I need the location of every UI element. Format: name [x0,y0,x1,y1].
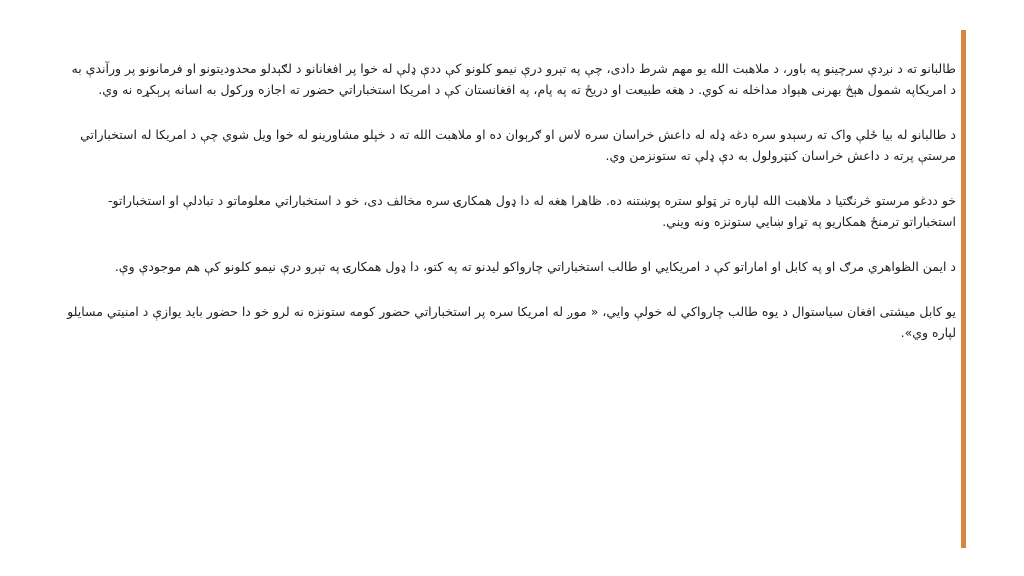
paragraph-1: طالبانو ته د نږدې سرچینو په باور، د ملاهبت الله یو مهم شرط دادی، چې په تېرو درې نیمو کلونو کې ددې ډلې له خوا پر افغانانو د لګېدلو محدودیتونو او فرمانونو پر ورآندې به د امریکاپه شمول هېڅ بهرنی هېواد مداخله نه کوي. د هغه طبیعت او دریځ ته په پام، په افغانستان کې د امریکا استخباراتي حضور ته اجازه ورکول به اسانه پرېکړه نه وي. [71,61,956,97]
paragraph-4: د ایمن الظواهري مرګ او په کابل او اماراتو کې د امریکایي او طالب استخباراتي چارواکو لیدنو ته په کتو، دا ډول همکارۍ په تېرو درې نیمو کلونو کې هم موجودې وې. [114,259,956,274]
paragraph-2: د طالبانو له بیا ځلې واک ته رسېدو سره دغه ډله له داعش خراسان سره لاس او ګرېوان ده او ملاهبت الله ته د خپلو مشاورینو له خوا ویل شوي چې د امریکا له استخباراتي مرستې پرته د داعش خراسان کنټرولول به دې ډلې ته ستونزمن وي. [80,127,956,163]
article-text [64,58,956,343]
paragraph-3: خو ددغو مرستو څرنګتیا د ملاهبت الله لپاره تر ټولو ستره پوښتنه ده. ظاهرا هغه له دا ډول همکارۍ سره مخالف دی، خو د استخباراتي معلوماتو د تبادلې او استخباراتو-استخباراتو ترمنځ همکاریو په تړاو ښایي ستونزه ونه ویني. [108,193,956,229]
paragraph-5: یو کابل میشتی افغان سیاستوال د یوه طالب چارواکي له خولې وایي، « موږ له امریکا سره پر استخباراتي حضور کومه ستونزه نه لرو خو دا حضور باید یوازې د امنیتي مسایلو لپاره وي». [67,304,956,340]
accent-bar [961,30,966,548]
